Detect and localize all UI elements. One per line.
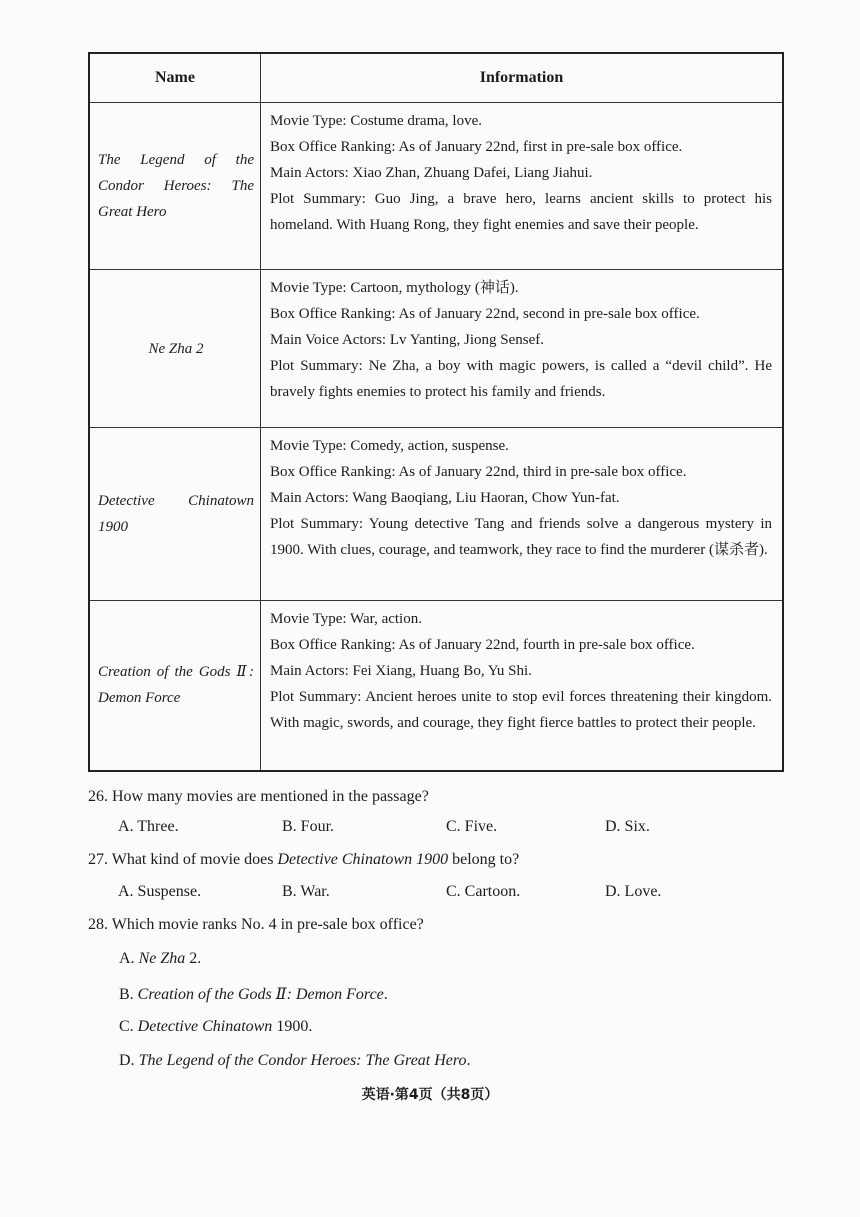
option-c[interactable]: C. Cartoon.: [446, 883, 521, 900]
info-line: Main Actors: Wang Baoqiang, Liu Haoran, Chow Yun-fat.: [270, 490, 620, 506]
option-letter: B.: [119, 986, 134, 1003]
question-number: 28.: [88, 916, 108, 933]
movie-name: Creation of the Gods Ⅱ: Demon Force: [89, 601, 261, 771]
question-number: 27.: [88, 851, 108, 868]
option-d[interactable]: [119, 1052, 471, 1070]
info-line: Main Actors: Xiao Zhan, Zhuang Dafei, Liang Jiahui.: [270, 165, 593, 181]
option-rest: 2.: [189, 950, 202, 967]
option-title: Creation of the Gods Ⅱ: Demon Force: [137, 986, 384, 1003]
info-line: Movie Type: Cartoon, mythology (神话).: [270, 280, 519, 296]
page-footer: 英语·第4页（共8页）: [361, 1087, 499, 1103]
table-row: [89, 428, 783, 601]
option-title: Ne Zha: [138, 950, 186, 967]
option-a[interactable]: A. Suspense.: [118, 883, 202, 900]
info-line: Main Actors: Fei Xiang, Huang Bo, Yu Shi.: [270, 663, 532, 679]
option-c[interactable]: [119, 1018, 312, 1036]
option-letter: A.: [119, 950, 135, 967]
question-stem: How many movies are mentioned in the passage?: [112, 788, 429, 805]
info-line: Plot Summary: Ancient heroes unite to stop evil forces threatening their kingdom. With magic, swords, and courage, they fight fierce battles to protect their people.: [270, 689, 772, 731]
question-stem-title: Detective Chinatown 1900: [277, 851, 449, 868]
table-row: [89, 103, 783, 270]
option-rest: .: [466, 1052, 471, 1069]
movie-info: [261, 103, 784, 270]
option-c[interactable]: C. Five.: [446, 818, 498, 835]
question-number: 26.: [88, 788, 108, 805]
info-line: Plot Summary: Young detective Tang and friends solve a dangerous mystery in 1900. With clues, courage, and teamwork, they race to find the murderer (谋杀者).: [270, 516, 772, 558]
info-line: Box Office Ranking: As of January 22nd, first in pre-sale box office.: [270, 139, 683, 155]
movie-name: Detective Chinatown 1900: [89, 428, 261, 601]
question-stem-end: belong to?: [452, 851, 520, 868]
option-a[interactable]: A. Three.: [118, 818, 179, 835]
option-title: The Legend of the Condor Heroes: The Great Hero: [138, 1052, 467, 1069]
question-28: [88, 916, 424, 934]
table-header-row: [89, 53, 783, 103]
options-27: [118, 883, 698, 907]
info-line: Movie Type: Costume drama, love.: [270, 113, 482, 129]
movie-info: [261, 428, 784, 601]
header-information: Information: [261, 53, 784, 103]
info-line: Main Voice Actors: Lv Yanting, Jiong Sensef.: [270, 332, 545, 348]
movie-name: Ne Zha 2: [89, 270, 261, 428]
movie-table: [88, 52, 784, 772]
option-rest: .: [383, 986, 388, 1003]
option-d[interactable]: D. Six.: [605, 818, 650, 835]
options-26: [118, 818, 698, 842]
option-rest: 1900.: [276, 1018, 313, 1035]
option-letter: C.: [119, 1018, 134, 1035]
info-line: Plot Summary: Guo Jing, a brave hero, learns ancient skills to protect his homeland. With Huang Rong, they fight enemies and save their people.: [270, 191, 772, 233]
option-letter: D.: [119, 1052, 135, 1069]
option-b[interactable]: B. War.: [282, 883, 330, 900]
option-b[interactable]: [119, 984, 388, 1004]
table-row: [89, 270, 783, 428]
question-stem: What kind of movie does: [111, 851, 274, 868]
header-name: Name: [89, 53, 261, 103]
question-26: [88, 788, 429, 806]
question-stem: Which movie ranks No. 4 in pre-sale box office?: [111, 916, 424, 933]
table-row: [89, 601, 783, 771]
movie-info: [261, 270, 784, 428]
movie-name: The Legend of the Condor Heroes: The Great Hero: [89, 103, 261, 270]
option-title: Detective Chinatown: [137, 1018, 273, 1035]
info-line: Plot Summary: Ne Zha, a boy with magic powers, is called a “devil child”. He bravely fights enemies to protect his family and friends.: [270, 358, 772, 400]
info-line: Box Office Ranking: As of January 22nd, fourth in pre-sale box office.: [270, 637, 695, 653]
option-d[interactable]: D. Love.: [605, 883, 662, 900]
info-line: Movie Type: Comedy, action, suspense.: [270, 438, 509, 454]
question-27: [88, 851, 519, 869]
info-line: Box Office Ranking: As of January 22nd, second in pre-sale box office.: [270, 306, 700, 322]
option-a[interactable]: [119, 950, 201, 968]
option-b[interactable]: B. Four.: [282, 818, 335, 835]
movie-info: [261, 601, 784, 771]
info-line: Movie Type: War, action.: [270, 611, 422, 627]
info-line: Box Office Ranking: As of January 22nd, third in pre-sale box office.: [270, 464, 687, 480]
